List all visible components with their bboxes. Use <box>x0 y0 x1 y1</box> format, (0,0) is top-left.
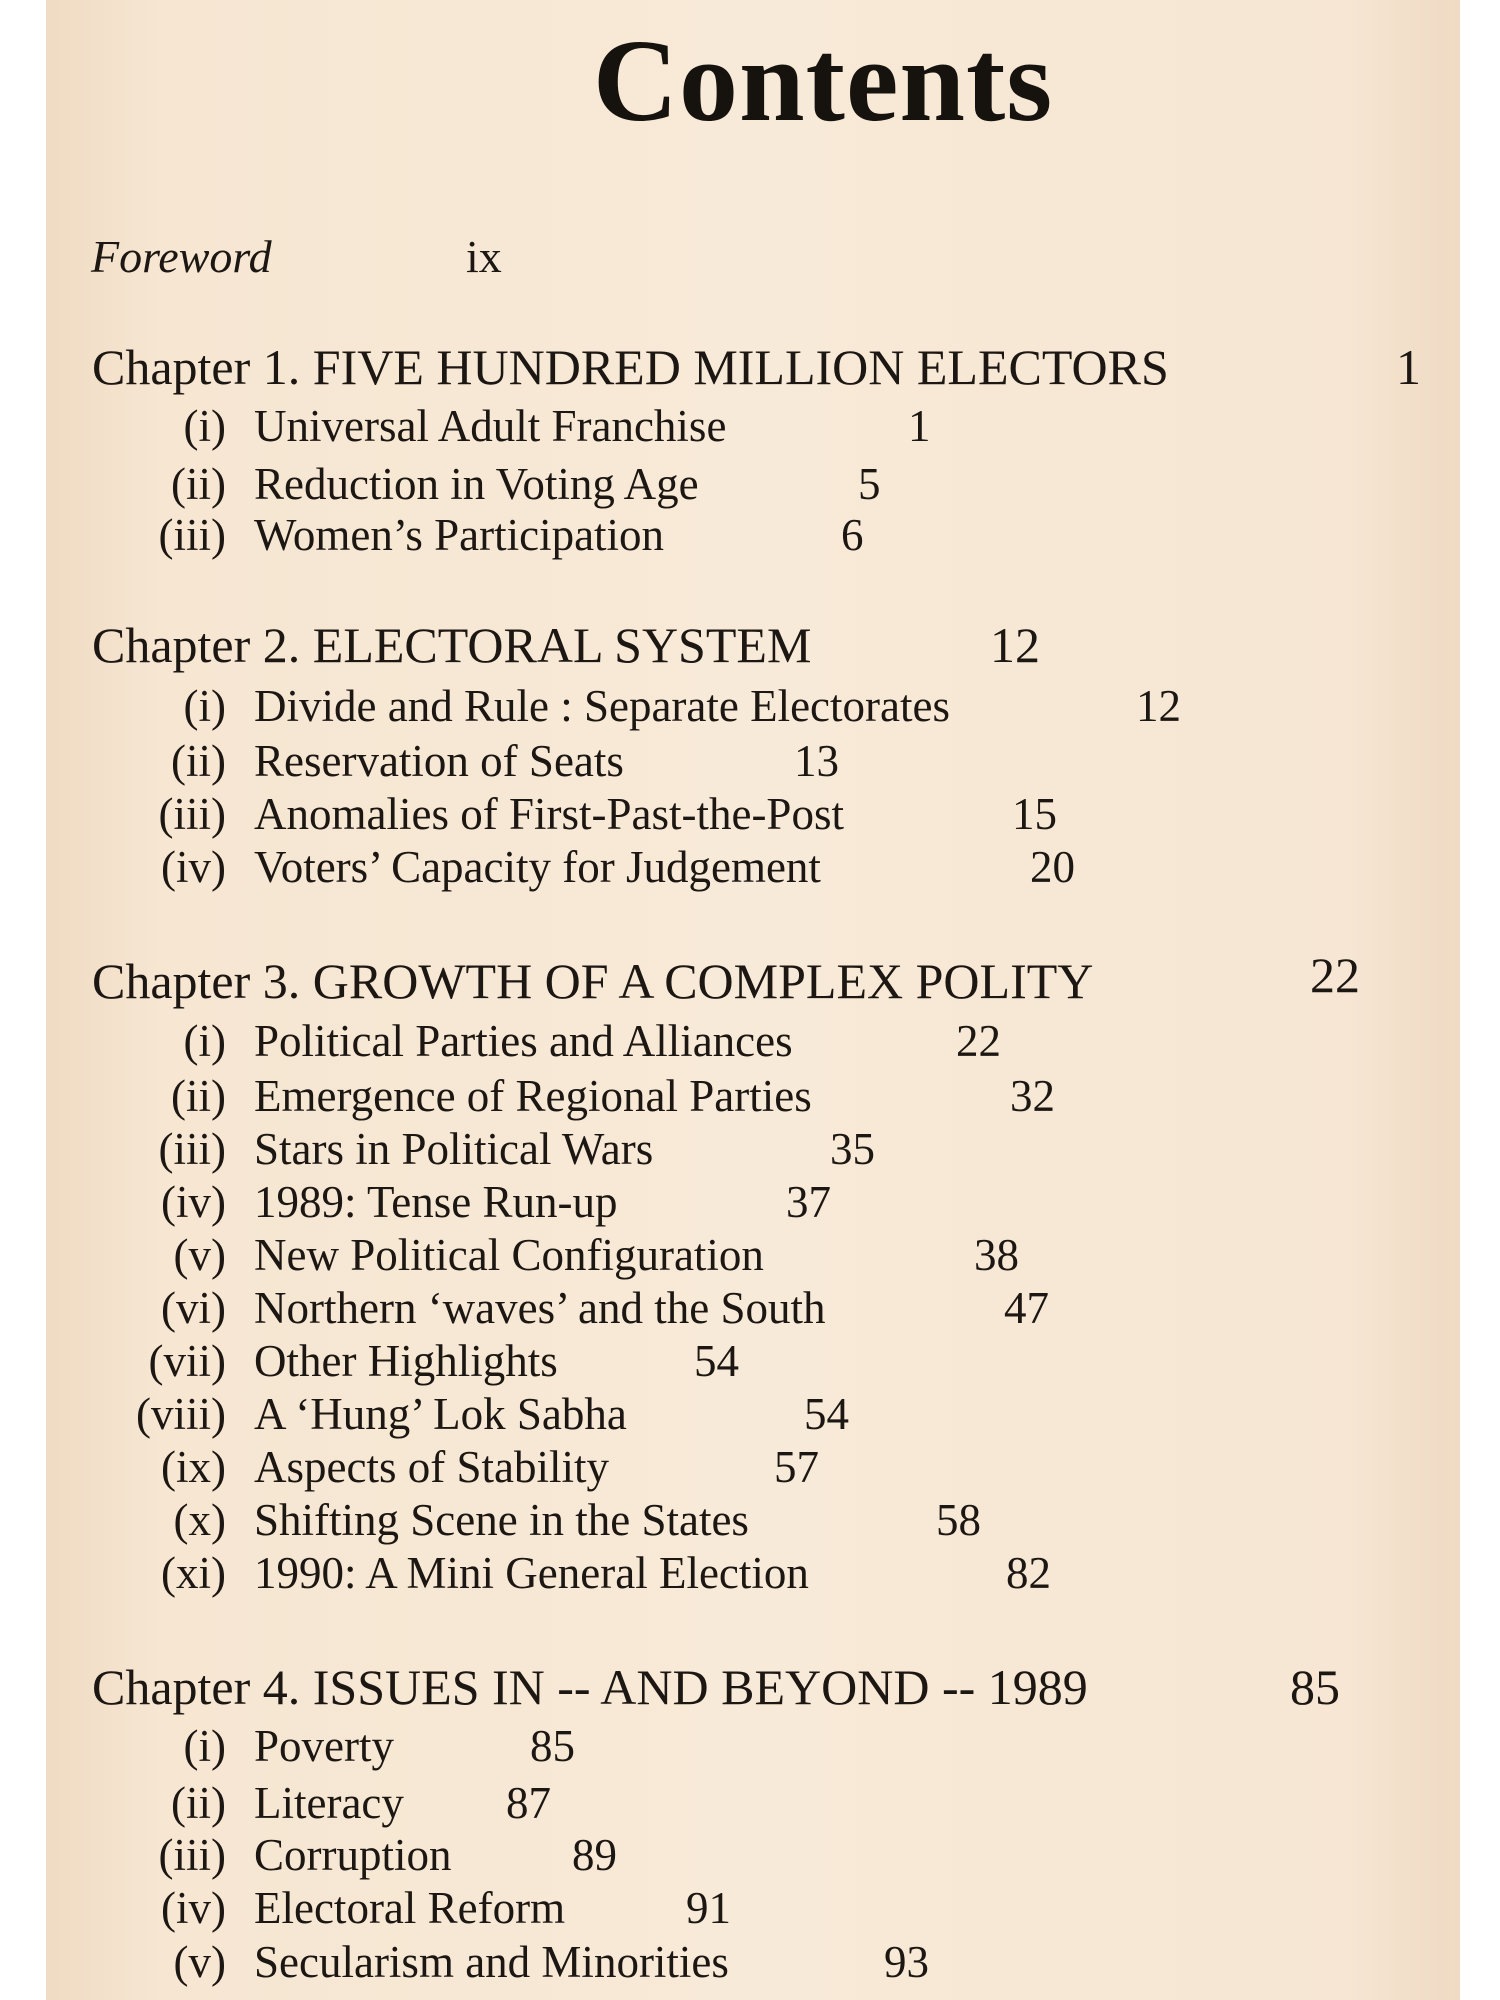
section-number: (iii) <box>158 1830 226 1880</box>
section-title: Reduction in Voting Age <box>254 459 699 509</box>
section-page: 20 <box>1030 842 1075 892</box>
section-title: 1990: A Mini General Election <box>254 1548 809 1598</box>
section-title: New Political Configuration <box>254 1230 764 1280</box>
section-title: 1989: Tense Run-up <box>254 1177 618 1227</box>
section-page: 47 <box>1004 1283 1049 1333</box>
chapter-3-heading: Chapter 3. GROWTH OF A COMPLEX POLITY <box>92 953 1094 1009</box>
section-number: (ii) <box>171 736 226 786</box>
section-page: 91 <box>686 1883 731 1933</box>
section-page: 13 <box>794 736 839 786</box>
section-page: 15 <box>1012 789 1057 839</box>
section-title: Shifting Scene in the States <box>254 1495 749 1545</box>
section-page: 32 <box>1010 1071 1055 1121</box>
section-number: (ii) <box>171 459 226 509</box>
section-number: (vii) <box>148 1336 226 1386</box>
section-title: Electoral Reform <box>254 1883 566 1933</box>
section-title: Other Highlights <box>254 1336 558 1386</box>
book-page <box>46 0 1460 2000</box>
section-number: (i) <box>183 1016 226 1066</box>
section-title: Poverty <box>254 1721 394 1771</box>
section-page: 93 <box>884 1937 929 1987</box>
section-number: (x) <box>173 1495 226 1545</box>
section-number: (iii) <box>158 1124 226 1174</box>
section-page: 57 <box>774 1442 819 1492</box>
section-title: Aspects of Stability <box>254 1442 609 1492</box>
foreword-page: ix <box>466 231 502 282</box>
section-page: 1 <box>908 401 931 451</box>
section-number: (i) <box>183 1721 226 1771</box>
section-title: Political Parties and Alliances <box>254 1016 793 1066</box>
section-title: Stars in Political Wars <box>254 1124 654 1174</box>
section-number: (i) <box>183 401 226 451</box>
chapter-3-page: 22 <box>1310 947 1360 1003</box>
page-title: Contents <box>592 15 1054 146</box>
section-number: (iv) <box>161 1883 226 1933</box>
section-page: 6 <box>841 510 864 560</box>
section-page: 37 <box>786 1177 831 1227</box>
section-number: (i) <box>183 681 226 731</box>
section-title: Voters’ Capacity for Judgement <box>254 842 821 892</box>
section-page: 87 <box>506 1778 551 1828</box>
section-title: A ‘Hung’ Lok Sabha <box>254 1389 627 1439</box>
section-page: 5 <box>858 459 881 509</box>
section-number: (iii) <box>158 510 226 560</box>
section-number: (ix) <box>161 1442 226 1492</box>
section-title: Reservation of Seats <box>254 736 624 786</box>
section-number: (iii) <box>158 789 226 839</box>
section-title: Corruption <box>254 1830 452 1880</box>
section-page: 12 <box>1136 681 1181 731</box>
section-number: (vi) <box>161 1283 226 1333</box>
section-number: (v) <box>173 1937 226 1987</box>
section-title: Divide and Rule : Separate Electorates <box>254 681 950 731</box>
section-number: (ii) <box>171 1778 226 1828</box>
section-page: 89 <box>572 1830 617 1880</box>
section-title: Women’s Participation <box>254 510 665 560</box>
chapter-4-heading: Chapter 4. ISSUES IN -- AND BEYOND -- 1989 <box>92 1659 1088 1715</box>
section-page: 54 <box>804 1389 849 1439</box>
section-number: (iv) <box>161 842 226 892</box>
section-title: Secularism and Minorities <box>254 1937 729 1987</box>
section-number: (iv) <box>161 1177 226 1227</box>
section-title: Anomalies of First-Past-the-Post <box>254 789 844 839</box>
section-title: Emergence of Regional Parties <box>254 1071 812 1121</box>
chapter-1-heading: Chapter 1. FIVE HUNDRED MILLION ELECTORS <box>92 339 1169 395</box>
section-number: (viii) <box>136 1389 226 1439</box>
chapter-2-page: 12 <box>990 617 1040 673</box>
section-title: Literacy <box>254 1778 404 1828</box>
section-title: Northern ‘waves’ and the South <box>254 1283 826 1333</box>
section-page: 58 <box>936 1495 981 1545</box>
chapter-1-page: 1 <box>1396 339 1421 395</box>
section-number: (xi) <box>161 1548 226 1598</box>
foreword-label: Foreword <box>91 231 272 282</box>
section-page: 38 <box>974 1230 1019 1280</box>
section-page: 85 <box>530 1721 575 1771</box>
chapter-2-heading: Chapter 2. ELECTORAL SYSTEM <box>92 617 812 673</box>
chapter-4-page: 85 <box>1290 1659 1340 1715</box>
section-number: (v) <box>173 1230 226 1280</box>
section-number: (ii) <box>171 1071 226 1121</box>
section-page: 54 <box>694 1336 739 1386</box>
section-page: 82 <box>1006 1548 1051 1598</box>
section-page: 22 <box>956 1016 1001 1066</box>
section-page: 35 <box>830 1124 875 1174</box>
section-title: Universal Adult Franchise <box>254 401 727 451</box>
